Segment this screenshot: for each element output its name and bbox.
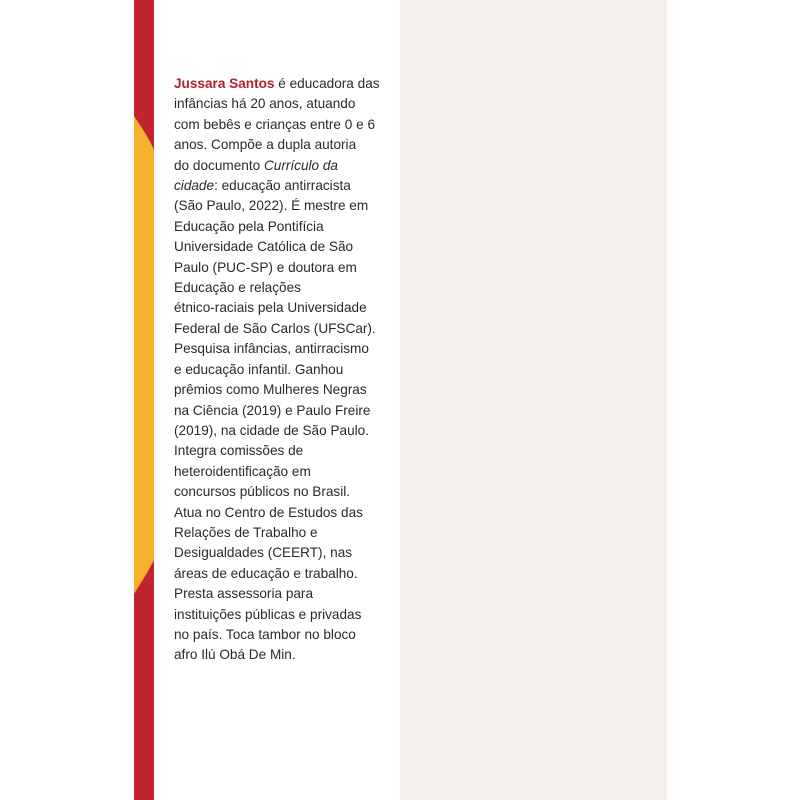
bio-line: Desigualdades (CEERT), nas [174, 545, 353, 561]
bio-line: Presta assessoria para [174, 586, 314, 602]
bio-line: anos. Compõe a dupla autoria [174, 137, 357, 153]
bio-line: com bebês e crianças entre 0 e 6 [174, 116, 375, 132]
bio-line: Federal de São Carlos (UFSCar). [174, 320, 376, 336]
author-name: Jussara Santos [174, 76, 275, 91]
bio-line: (2019), na cidade de São Paulo. [174, 422, 369, 438]
document-title-italic: cidade [174, 178, 215, 194]
bio-line-text: do documento [174, 157, 264, 173]
bio-line [174, 176, 400, 196]
right-page [400, 0, 667, 800]
bio-line: heteroidentificação em [174, 463, 311, 479]
bio-line: na Ciência (2019) e Paulo Freire [174, 402, 371, 418]
bio-line [174, 74, 400, 94]
bio-line: étnico-raciais pela Universidade [174, 300, 367, 316]
bio-line: infâncias há 20 anos, atuando [174, 96, 356, 112]
bio-line: concursos públicos no Brasil. [174, 484, 351, 500]
bio-line [174, 156, 400, 176]
bio-line: áreas de educação e trabalho. [174, 565, 358, 581]
bio-line: (São Paulo, 2022). É mestre em [174, 198, 369, 214]
bio-line: afro Ilú Obá De Min. [174, 647, 296, 663]
bio-line: Atua no Centro de Estudos das [174, 504, 363, 520]
bio-line: no país. Toca tambor no bloco [174, 626, 356, 642]
bio-line: Universidade Católica de São [174, 239, 354, 255]
document-title-italic: Currículo da [263, 157, 338, 173]
spine-yellow-band [134, 116, 154, 594]
bio-line: instituições públicas e privadas [174, 606, 362, 622]
bio-line: e educação infantil. Ganhou [174, 361, 344, 377]
bio-line: Relações de Trabalho e [174, 524, 318, 540]
spine-graphic [134, 0, 154, 800]
bio-line-text: é educadora das [274, 76, 380, 91]
bio-line: Pesquisa infâncias, antirracismo [174, 341, 369, 357]
author-bio [174, 74, 400, 666]
cover-spine-stripe [134, 0, 154, 800]
bio-line: Educação pela Pontifícia [174, 218, 324, 234]
bio-line: Paulo (PUC-SP) e doutora em [174, 259, 357, 275]
bio-line: prêmios como Mulheres Negras [174, 382, 367, 398]
bio-line: Educação e relações [174, 280, 301, 296]
bio-line-text: : educação antirracista [214, 178, 351, 194]
bio-line: Integra comissões de [174, 443, 304, 459]
